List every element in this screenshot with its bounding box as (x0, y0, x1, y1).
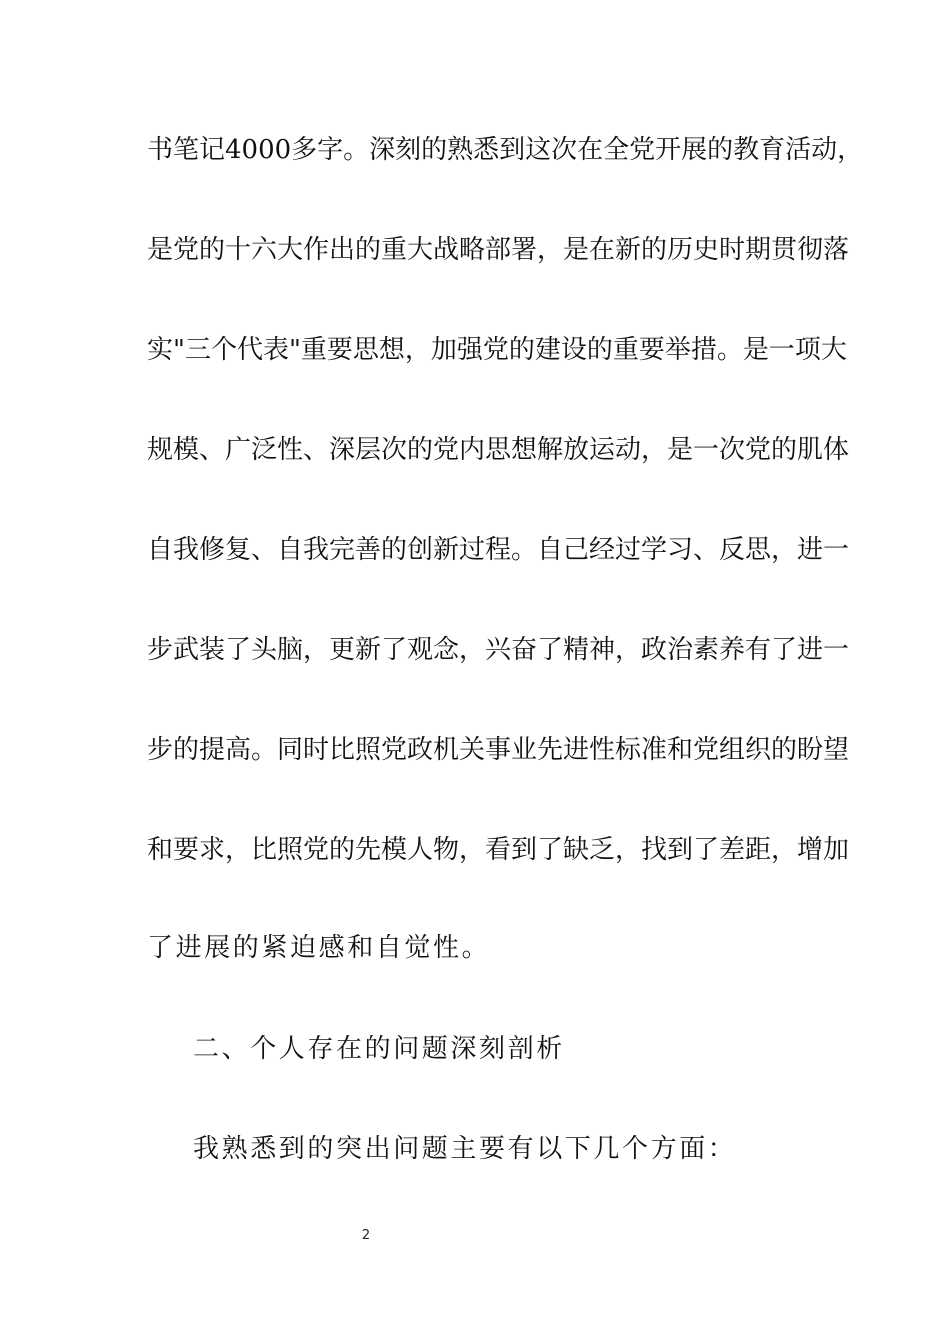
paragraph-line-9: 了进展的紧迫感和自觉性。 (147, 933, 491, 963)
paragraph-line-2: 是党的十六大作出的重大战略部署，是在新的历史时期贯彻落 (147, 235, 850, 265)
paragraph-line-8: 和要求，比照党的先模人物，看到了缺乏，找到了差距，增加 (147, 835, 850, 865)
paragraph-line-6: 步武装了头脑，更新了观念，兴奋了精神，政治素养有了进一 (147, 635, 850, 665)
paragraph-line-7: 步的提高。同时比照党政机关事业先进性标准和党组织的盼望 (147, 735, 850, 765)
page-number: 2 (361, 1228, 371, 1243)
intro-line: 我熟悉到的突出问题主要有以下几个方面： (193, 1134, 737, 1164)
paragraph-line-5: 自我修复、自我完善的创新过程。自己经过学习、反思，进一 (147, 535, 850, 565)
paragraph-line-4: 规模、广泛性、深层次的党内思想解放运动，是一次党的肌体 (147, 435, 850, 465)
paragraph-line-1: 书笔记4000多字。深刻的熟悉到这次在全党开展的教育活动， (147, 135, 864, 165)
section-heading: 二、个人存在的问题深刻剖析 (193, 1034, 565, 1064)
paragraph-line-3: 实"三个代表"重要思想，加强党的建设的重要举措。是一项大 (147, 335, 847, 365)
